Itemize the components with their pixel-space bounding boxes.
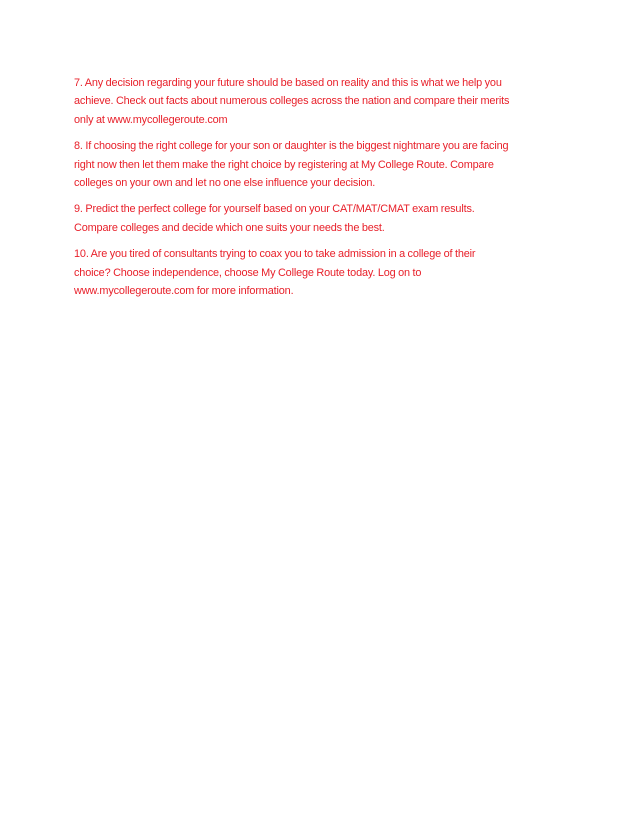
paragraph-line: right now then let them make the right choice by registering at My College Route. Compare bbox=[74, 158, 494, 171]
paragraph-line: Compare colleges and decide which one suits your needs the best. bbox=[74, 221, 385, 234]
paragraph-9 bbox=[74, 200, 568, 237]
paragraph-7 bbox=[74, 74, 568, 129]
paragraph-line: 8. If choosing the right college for your son or daughter is the biggest nightmare you are facing bbox=[74, 140, 509, 153]
paragraph-10 bbox=[74, 245, 568, 300]
document-body bbox=[74, 74, 568, 308]
paragraph-line: colleges on your own and let no one else influence your decision. bbox=[74, 177, 376, 190]
paragraph-line: 9. Predict the perfect college for yourself based on your CAT/MAT/CMAT exam results. bbox=[74, 203, 475, 216]
paragraph-8 bbox=[74, 137, 568, 192]
paragraph-line: choice? Choose independence, choose My College Route today. Log on to bbox=[74, 266, 422, 279]
paragraph-line: achieve. Check out facts about numerous colleges across the nation and compare their merits bbox=[74, 95, 510, 108]
paragraph-line: 10. Are you tired of consultants trying to coax you to take admission in a college of their bbox=[74, 248, 476, 261]
paragraph-line: only at www.mycollegeroute.com bbox=[74, 113, 228, 126]
paragraph-line: 7. Any decision regarding your future should be based on reality and this is what we help you bbox=[74, 77, 502, 89]
paragraph-line: www.mycollegeroute.com for more information. bbox=[74, 285, 294, 298]
